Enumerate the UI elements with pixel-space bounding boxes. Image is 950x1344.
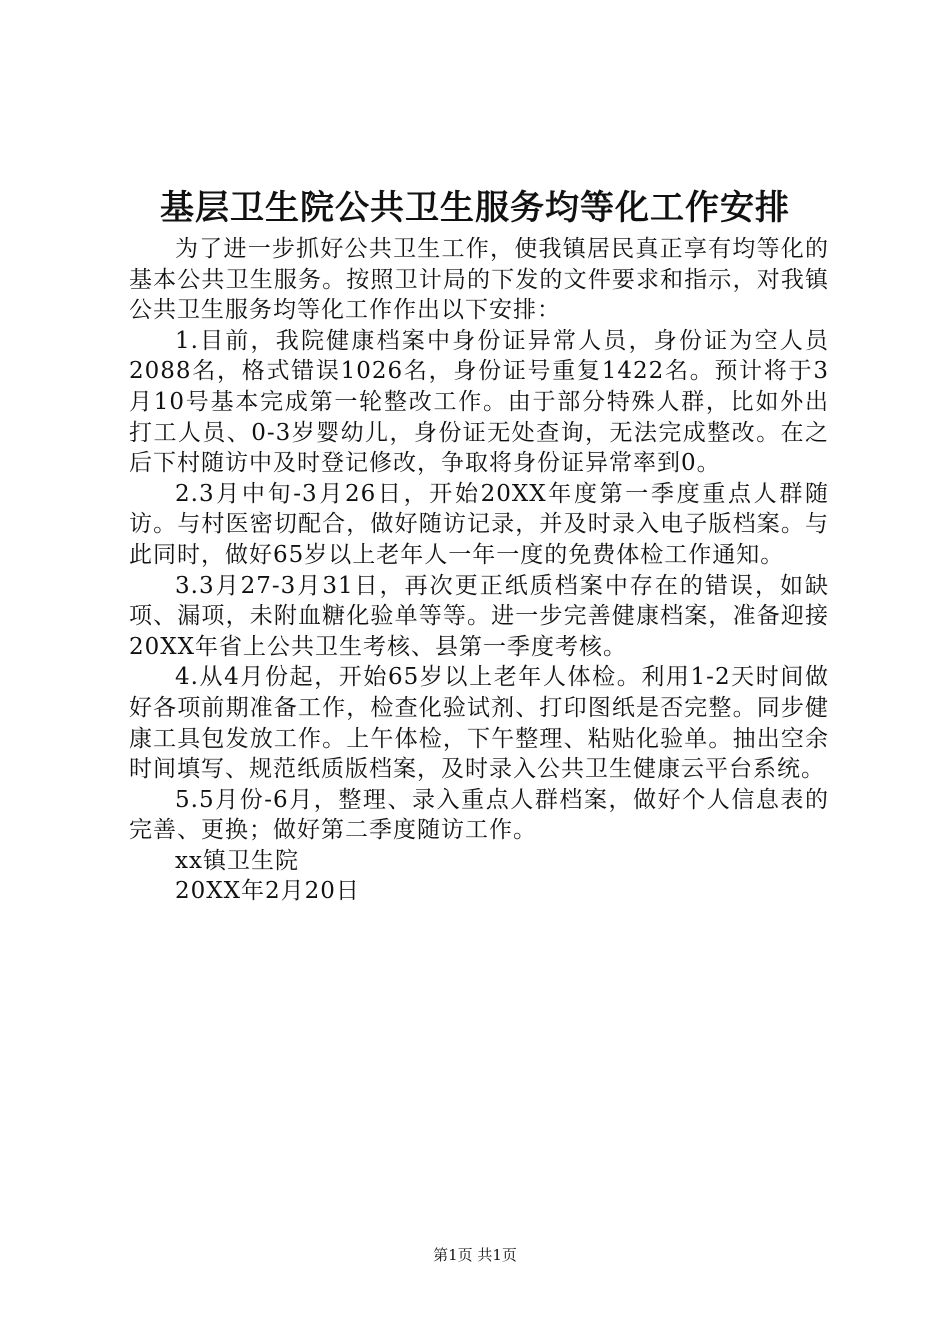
document-date: 20XX年2月20日: [175, 878, 360, 905]
item-paragraph-2: 2.3月中旬-3月26日，开始20XX年度第一季度重点人群随访。与村医密切配合，做好随访记录，并及时录入电子版档案。与此同时，做好65岁以上老年人一年一度的免费体检工作通知。: [129, 480, 829, 568]
page-title: 基层卫生院公共卫生服务均等化工作安排: [160, 188, 790, 228]
signature: xx镇卫生院: [175, 847, 299, 874]
item-paragraph-4: 4.从4月份起，开始65岁以上老年人体检。利用1-2天时间做好各项前期准备工作，检查化验试剂、打印图纸是否完整。同步健康工具包发放工作。上午体检，下午整理、粘贴化验单。抽出空余时间填写、规范纸质版档案，及时录入公共卫生健康云平台系统。: [129, 664, 829, 783]
item-paragraph-3: 3.3月27-3月31日，再次更正纸质档案中存在的错误，如缺项、漏项，未附血糖化验单等等。进一步完善健康档案，准备迎接20XX年省上公共卫生考核、县第一季度考核。: [129, 572, 829, 660]
item-paragraph-1: 1.目前，我院健康档案中身份证异常人员，身份证为空人员2088名，格式错误1026名，身份证号重复1422名。预计将于3月10号基本完成第一轮整改工作。由于部分特殊人群，比如外出打工人员、0-3岁婴幼儿，身份证无处查询，无法完成整改。在之后下村随访中及时登记修改，争取将身份证异常率到0。: [129, 327, 829, 477]
document-body: [129, 234, 829, 907]
page-number-footer: 第1页 共1页: [433, 1246, 517, 1264]
intro-paragraph: 为了进一步抓好公共卫生工作，使我镇居民真正享有均等化的基本公共卫生服务。按照卫计局的下发的文件要求和指示，对我镇公共卫生服务均等化工作作出以下安排：: [129, 236, 829, 324]
item-paragraph-5: 5.5月份-6月，整理、录入重点人群档案，做好个人信息表的完善、更换；做好第二季度随访工作。: [129, 786, 829, 844]
